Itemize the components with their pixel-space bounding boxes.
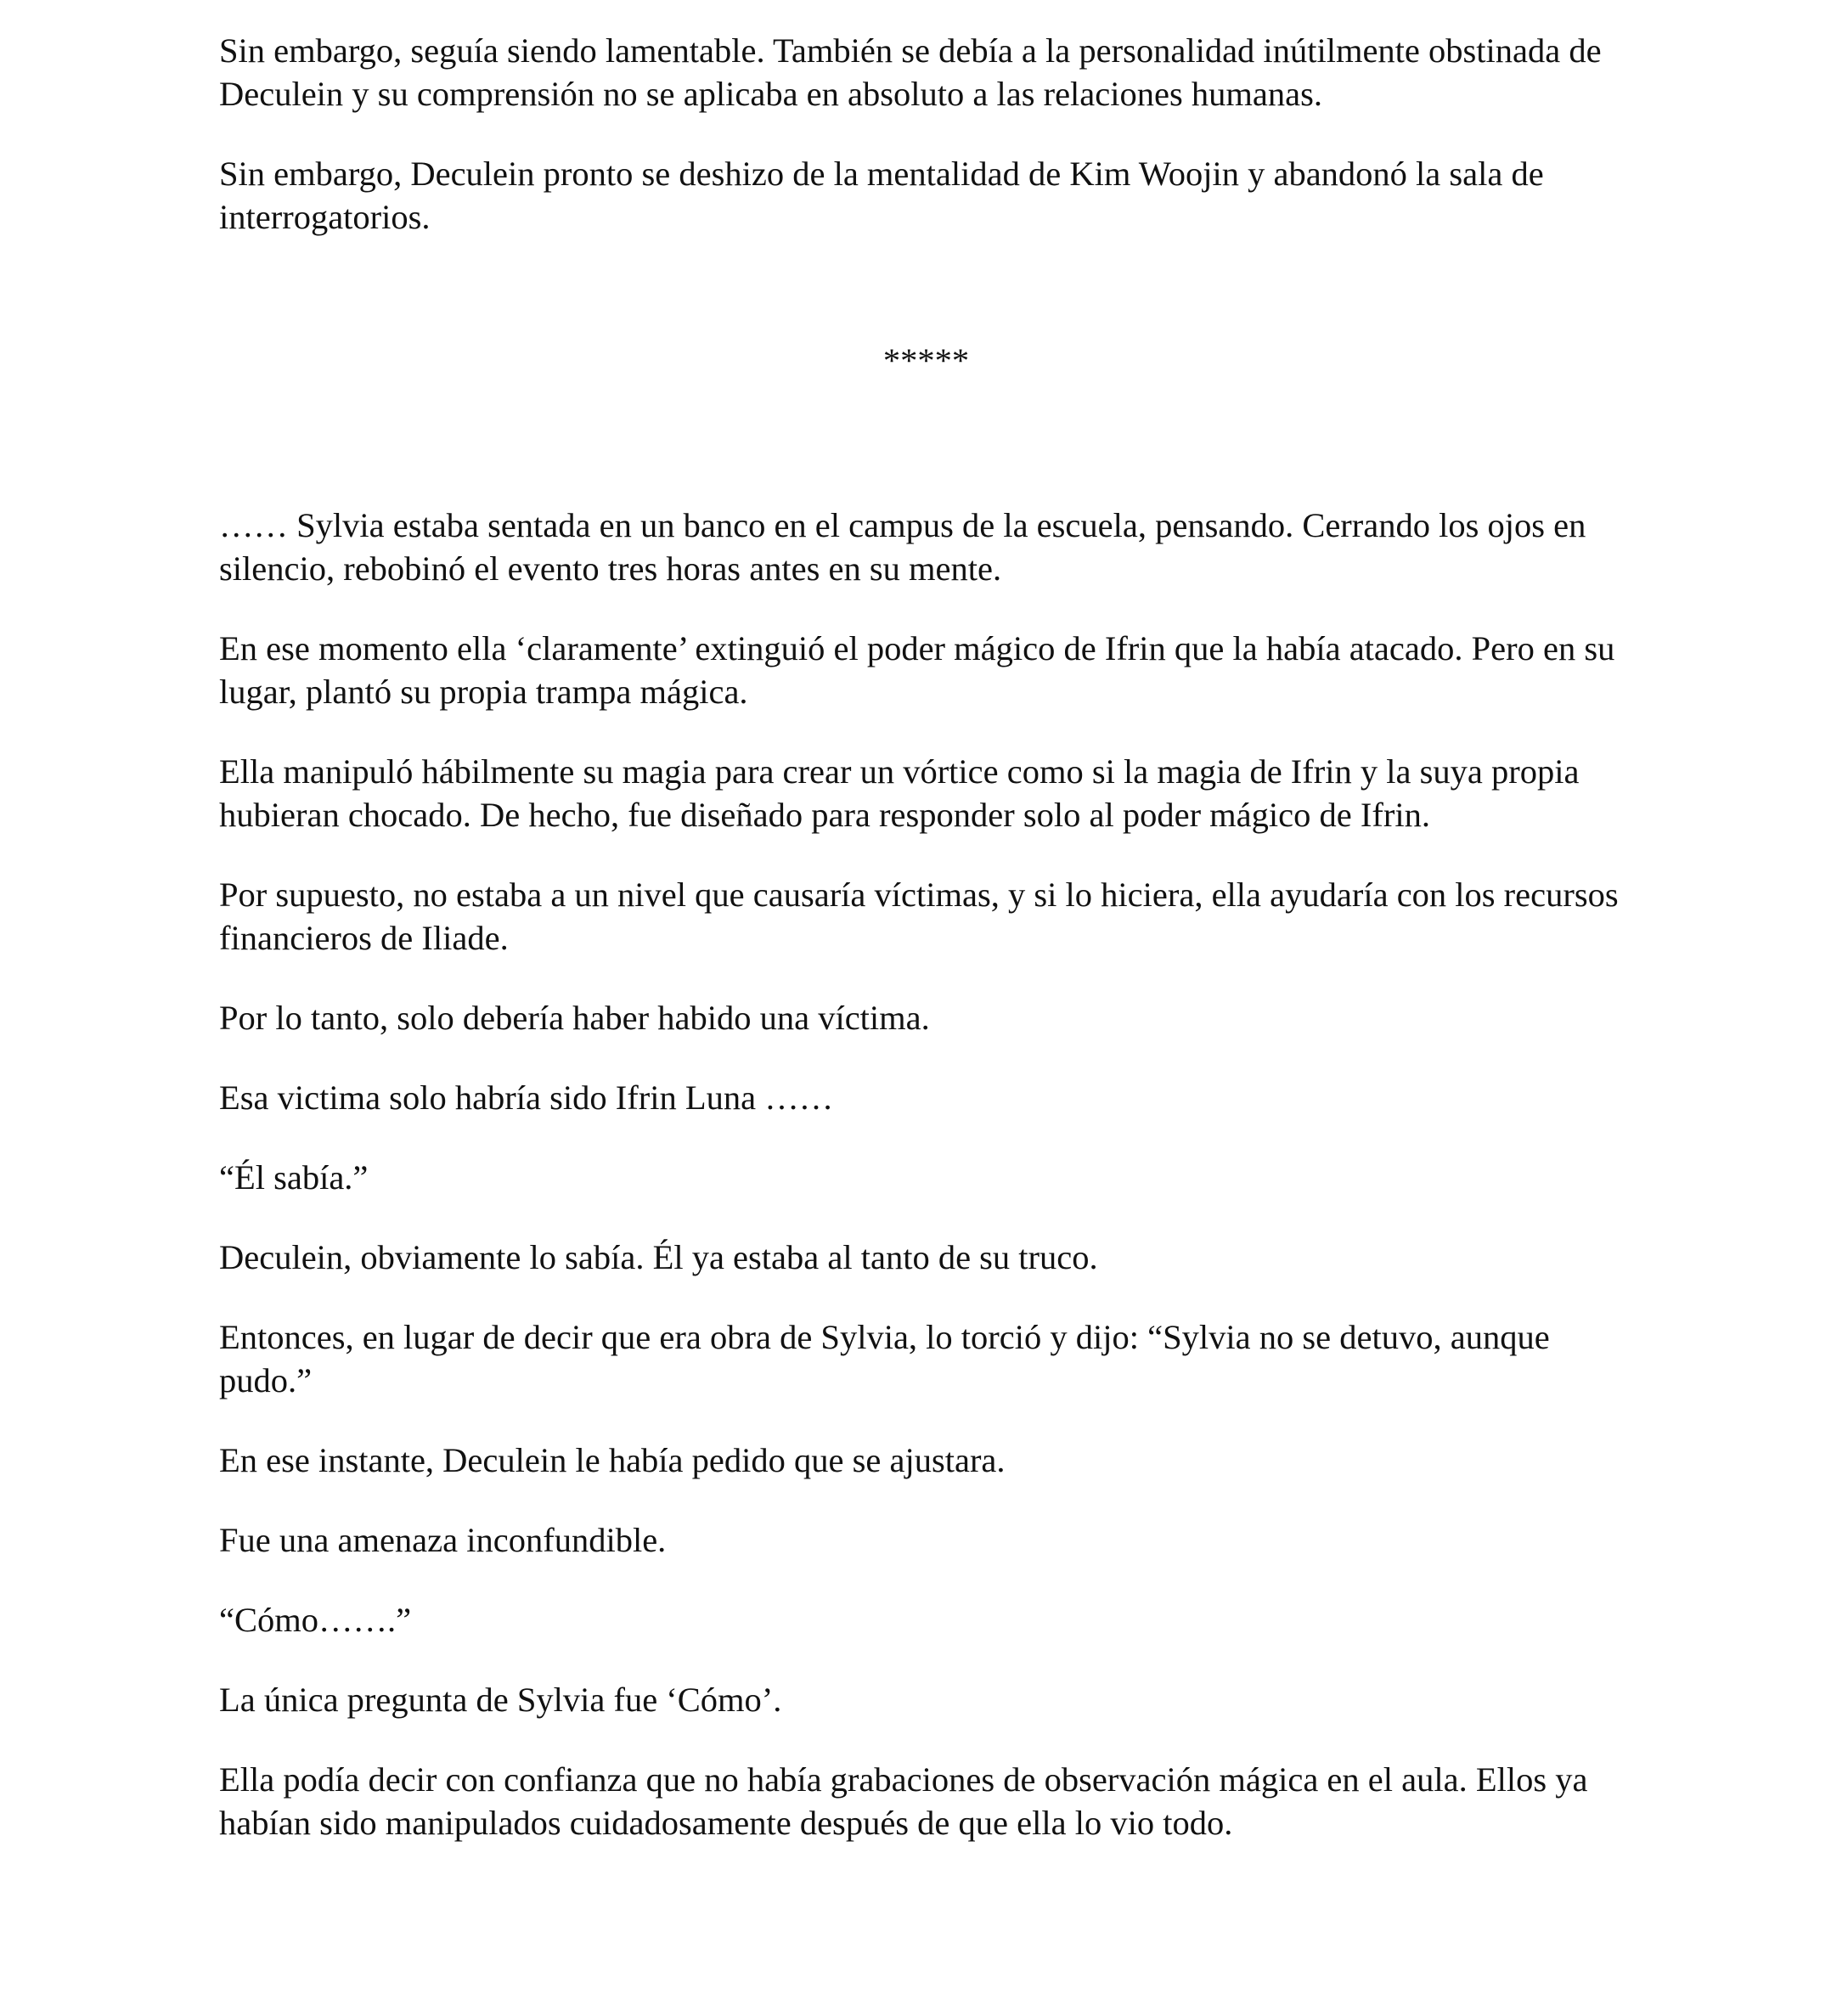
paragraph: Por lo tanto, solo debería haber habido una víctima.	[219, 999, 930, 1037]
paragraph: “Cómo…….”	[219, 1601, 412, 1639]
section-separator: *****	[882, 341, 970, 380]
paragraph: Deculein, obviamente lo sabía. Él ya estaba al tanto de su truco.	[219, 1238, 1098, 1276]
paragraph: Esa victima solo habría sido Ifrin Luna ……	[219, 1078, 834, 1117]
paragraph: “Él sabía.”	[219, 1158, 369, 1197]
paragraph: La única pregunta de Sylvia fue ‘Cómo’.	[219, 1681, 782, 1719]
paragraph: Fue una amenaza inconfundible.	[219, 1521, 667, 1559]
paragraph: En ese instante, Deculein le había pedido que se ajustara.	[219, 1441, 1006, 1479]
paragraph: Entonces, en lugar de decir que era obra de Sylvia, lo torció y dijo: “Sylvia no se detuvo, aunque pudo.”	[219, 1318, 1550, 1399]
paragraph: Ella podía decir con confianza que no había grabaciones de observación mágica en el aula. Ellos ya habían sido manipulados cuidadosamente después de que ella lo vio todo.	[219, 1760, 1588, 1842]
paragraph: Sin embargo, seguía siendo lamentable. También se debía a la personalidad inútilmente obstinada de Deculein y su comprensión no se aplicaba en absoluto a las relaciones humanas.	[219, 31, 1602, 113]
paragraph: En ese momento ella ‘claramente’ extinguió el poder mágico de Ifrin que la había atacado. Pero en su lugar, plantó su propia trampa mágica.	[219, 629, 1615, 711]
paragraph: Sin embargo, Deculein pronto se deshizo de la mentalidad de Kim Woojin y abandonó la sala de interrogatorios.	[219, 155, 1544, 236]
paragraph: …… Sylvia estaba sentada en un banco en el campus de la escuela, pensando. Cerrando los ojos en silencio, rebobinó el evento tres horas antes en su mente.	[219, 506, 1586, 588]
document-page	[219, 29, 1633, 1881]
paragraph: Por supuesto, no estaba a un nivel que causaría víctimas, y si lo hiciera, ella ayudaría con los recursos financieros de Iliade.	[219, 876, 1619, 957]
paragraph: Ella manipuló hábilmente su magia para crear un vórtice como si la magia de Ifrin y la suya propia hubieran chocado. De hecho, fue diseñado para responder solo al poder mágico de Ifrin.	[219, 752, 1580, 834]
